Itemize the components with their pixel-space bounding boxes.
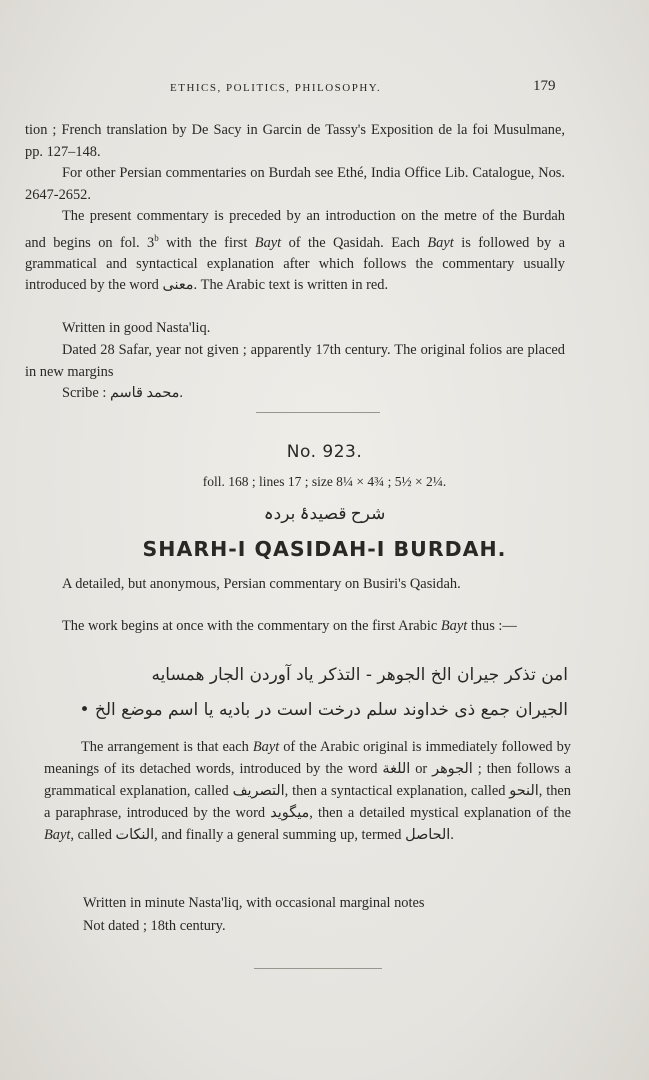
- p3-text-a: The arrangement is that each: [81, 739, 253, 755]
- prev-entry-paragraph-1: tion ; French translation by De Sacy in Garcin de Tassy's Exposition de la foi Musulmane, pp. 127–148.: [25, 122, 565, 160]
- folio-superscript: b: [154, 232, 159, 243]
- prev-entry-paragraph-2: For other Persian commentaries on Burdah see Ethé, India Office Lib. Catalogue, Nos. 2647-2652.: [25, 165, 565, 203]
- arabic-quote-line-1: امن تذکر جیران الخ الجوهر - التذکر یاد آوردن الجار همسایه: [151, 665, 568, 685]
- arabic-quote-line-2: الجیران جمع ذی خداوند سلم درخت است در بادیه یا اسم موضع الخ •: [79, 700, 568, 720]
- p2-text-a: The work begins at once with the commentary on the first Arabic: [62, 618, 441, 634]
- arabic-title: شرح قصیدۂ بردہ: [263, 504, 386, 523]
- prev-entry-scribe: Scribe : محمد قاسم.: [62, 385, 183, 401]
- prev-entry-date-note: Dated 28 Safar, year not given ; apparently 17th century. The original folios are placed in new margins: [25, 342, 565, 380]
- page-number: 179: [533, 78, 556, 94]
- bayt-term: Bayt: [254, 234, 282, 251]
- p3-text-d: is followed by a grammatical and syntactical explanation after which follows the commentary usually introduced by the word معنی. The Arabic text is written in red.: [25, 234, 565, 294]
- p3-text-c: of the Qasidah. Each: [281, 234, 428, 251]
- bayt-term: Bayt: [44, 827, 71, 843]
- bayt-term: Bayt: [440, 618, 468, 634]
- prev-entry-paragraph-3: [25, 206, 565, 297]
- entry-date-note: Not dated ; 18th century.: [83, 918, 226, 934]
- entry-dimensions: foll. 168 ; lines 17 ; size 8¼ × 4¾ ; 5½ × 2¼.: [202, 474, 447, 489]
- separator-rule-bottom: [254, 968, 382, 969]
- p3-text-c: , called النکات, and finally a general summing up, termed الحاصل.: [70, 827, 454, 843]
- bayt-term: Bayt: [427, 234, 454, 251]
- p3-text-b: of the Arabic original is immediately followed by meanings of its detached words, introduced by the word اللغة or الجوهر ; then follows a grammatical explanation, called التصریف, then a syntactical explanation, called النحو, then a paraphrase, introduced by the word میگوید, then a detailed mystical explanation of the: [44, 739, 572, 821]
- p3-text-b: with the first: [158, 234, 255, 251]
- entry-number: No. 923.: [286, 442, 363, 462]
- entry-title: SHARH-I QASIDAH-I BURDAH.: [142, 537, 507, 561]
- p3-text-a: The present commentary is preceded by an introduction on the metre of the Burdah and begins on fol. 3: [25, 208, 565, 251]
- running-title: ETHICS, POLITICS, PHILOSOPHY.: [170, 82, 382, 94]
- p2-text-b: thus :—: [467, 618, 517, 634]
- entry-paragraph-1: A detailed, but anonymous, Persian commentary on Busiri's Qasidah.: [62, 576, 461, 592]
- entry-script-note: Written in minute Nasta'liq, with occasional marginal notes: [83, 895, 425, 911]
- separator-rule: [256, 412, 380, 413]
- entry-paragraph-2: [25, 616, 565, 638]
- prev-entry-script-note: Written in good Nasta'liq.: [62, 320, 211, 336]
- entry-paragraph-3: [44, 736, 571, 846]
- bayt-term: Bayt: [252, 739, 280, 755]
